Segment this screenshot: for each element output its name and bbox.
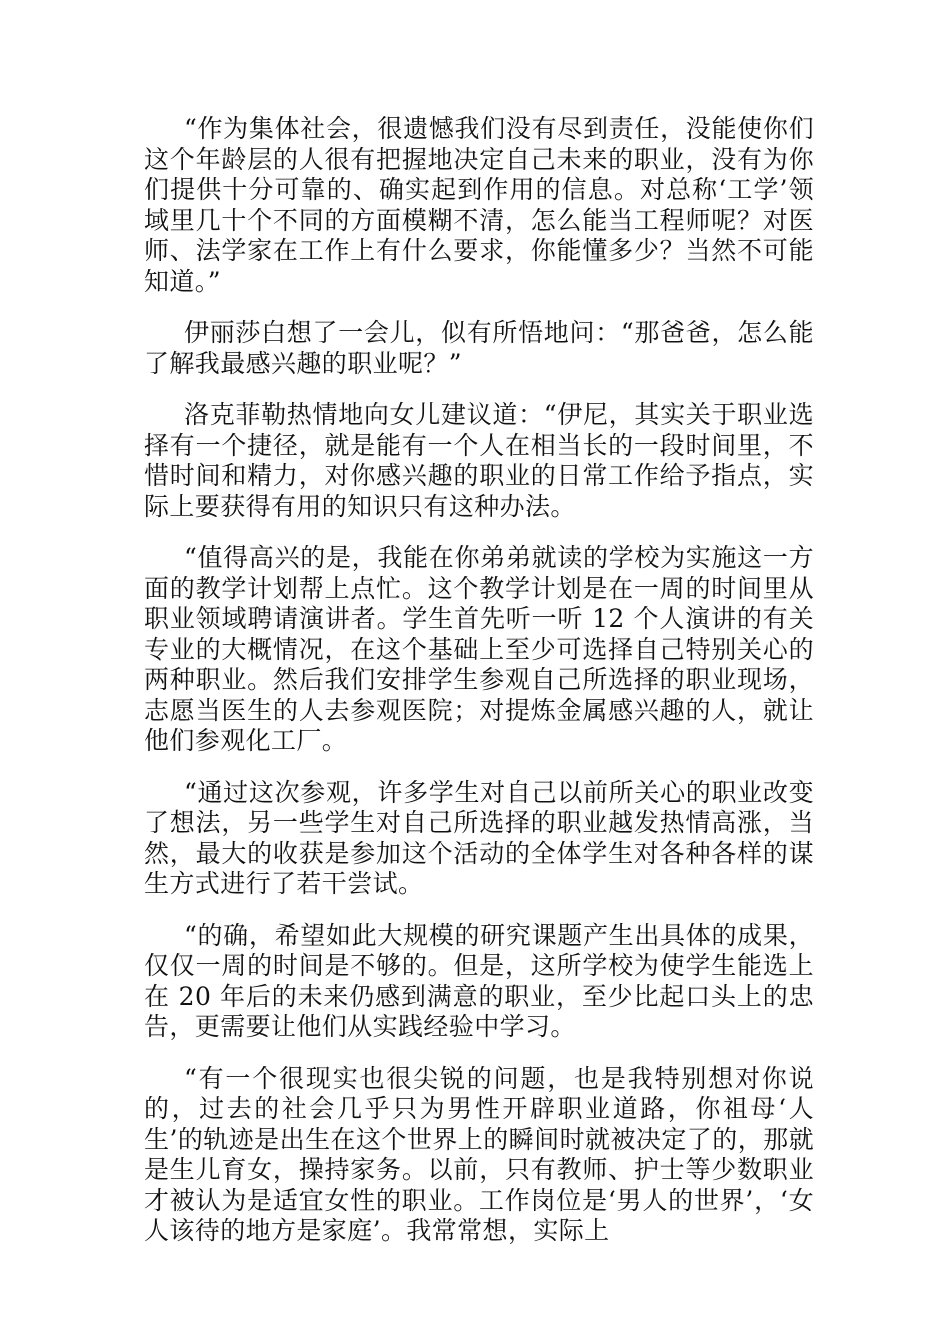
paragraph-5: “通过这次参观，许多学生对自己以前所关心的职业改变了想法，另一些学生对自己所选择的职业越发热情高涨，当然，最大的收获是参加这个活动的全体学生对各种各样的谋生方式进行了若干尝试。 <box>144 777 814 898</box>
document-body <box>144 114 814 1268</box>
paragraph-4: “值得高兴的是，我能在你弟弟就读的学校为实施这一方面的教学计划帮上点忙。这个教学计划是在一周的时间里从职业领域聘请演讲者。学生首先听一听 12 个人演讲的有关专业的大概情况，在这个基础上至少可选择自己特别关心的两种职业。然后我们安排学生参观自己所选择的职业现场，志愿当医生的人去参观医院；对提炼金属感兴趣的人，就让他们参观化工厂。 <box>144 543 814 755</box>
paragraph-3: 洛克菲勒热情地向女儿建议道：“伊尼，其实关于职业选择有一个捷径，就是能有一个人在相当长的一段时间里，不惜时间和精力，对你感兴趣的职业的日常工作给予指点，实际上要获得有用的知识只有这种办法。 <box>144 400 814 521</box>
paragraph-6: “的确，希望如此大规模的研究课题产生出具体的成果，仅仅一周的时间是不够的。但是，这所学校为使学生能选上在 20 年后的未来仍感到满意的职业，至少比起口头上的忠告，更需要让他们从实践经验中学习。 <box>144 920 814 1041</box>
paragraph-2: 伊丽莎白想了一会儿，似有所悟地问：“那爸爸，怎么能了解我最感兴趣的职业呢？” <box>144 318 814 378</box>
paragraph-1: “作为集体社会，很遗憾我们没有尽到责任，没能使你们这个年龄层的人很有把握地决定自己未来的职业，没有为你们提供十分可靠的、确实起到作用的信息。对总称‘工学’领域里几十个不同的方面模糊不清，怎么能当工程师呢？对医师、法学家在工作上有什么要求，你能懂多少？当然不可能知道。” <box>144 114 814 296</box>
paragraph-7: “有一个很现实也很尖锐的问题，也是我特别想对你说的，过去的社会几乎只为男性开辟职业道路，你祖母‘人生’的轨迹是出生在这个世界上的瞬间时就被决定了的，那就是生儿育女，操持家务。以前，只有教师、护士等少数职业才被认为是适宜女性的职业。工作岗位是‘男人的世界’，‘女人该待的地方是家庭’。我常常想，实际上 <box>144 1063 814 1245</box>
